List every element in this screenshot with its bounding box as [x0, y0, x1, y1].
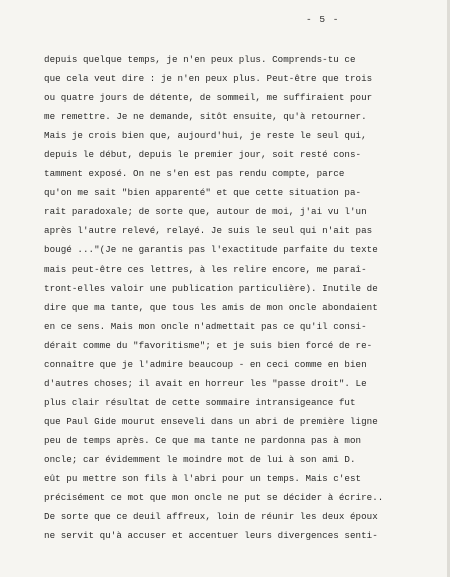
text-line: oncle; car évidemment le moindre mot de lui à son ami D. [44, 453, 356, 465]
page-number: - 5 - [306, 14, 340, 25]
text-line: après l'autre relevé, relayé. Je suis le seul qui n'ait pas [44, 225, 373, 237]
text-line: raît paradoxale; de sorte que, autour de moi, j'ai vu l'un [44, 206, 367, 218]
text-line: ne servit qu'à accuser et accentuer leurs divergences senti- [44, 530, 378, 542]
text-line: mais peut-être ces lettres, à les relire encore, me paraî- [44, 263, 367, 275]
text-line: peu de temps après. Ce que ma tante ne pardonna pas à mon [44, 434, 362, 446]
text-line: dire que ma tante, que tous les amis de mon oncle abondaient [44, 301, 378, 313]
text-line: que cela veut dire : je n'en peux plus. Peut-être que trois [44, 73, 373, 85]
text-line: tront-elles valoir une publication particulière). Inutile de [44, 282, 378, 294]
text-line: De sorte que ce deuil affreux, loin de réunir les deux époux [44, 511, 378, 523]
text-line: ou quatre jours de détente, de sommeil, me suffiraient pour [44, 92, 373, 104]
text-line: plus clair résultat de cette sommaire intransigeance fut [44, 396, 356, 408]
text-line: d'autres choses; il avait en horreur les "passe droit". Le [44, 377, 367, 389]
text-line: depuis le début, depuis le premier jour, soit resté cons- [44, 149, 362, 161]
text-line: précisément ce mot que mon oncle ne put se décider à écrire.. [44, 492, 384, 504]
text-line: depuis quelque temps, je n'en peux plus. Comprends-tu ce [44, 54, 356, 65]
text-line: en ce sens. Mais mon oncle n'admettait pas ce qu'il consi- [44, 320, 367, 332]
text-line: connaître que je l'admire beaucoup - en ceci comme en bien [44, 358, 367, 370]
text-line: me remettre. Je ne demande, sitôt ensuite, qu'à retourner. [44, 111, 367, 123]
text-line: eût pu mettre son fils à l'abri pour un temps. Mais c'est [44, 473, 362, 485]
text-line: qu'on me sait "bien apparenté" et que cette situation pa- [44, 187, 362, 199]
text-line: tamment exposé. On ne s'en est pas rendu compte, parce [44, 168, 345, 180]
text-line: dérait comme du "favoritisme"; et je suis bien forcé de re- [44, 339, 373, 351]
text-line: bougé ..."(Je ne garantis pas l'exactitude parfaite du texte [44, 244, 378, 256]
text-line: que Paul Gide mourut enseveli dans un abri de première ligne [44, 415, 378, 427]
body-text [44, 50, 444, 545]
text-line: Mais je crois bien que, aujourd'hui, je reste le seul qui, [44, 130, 367, 142]
